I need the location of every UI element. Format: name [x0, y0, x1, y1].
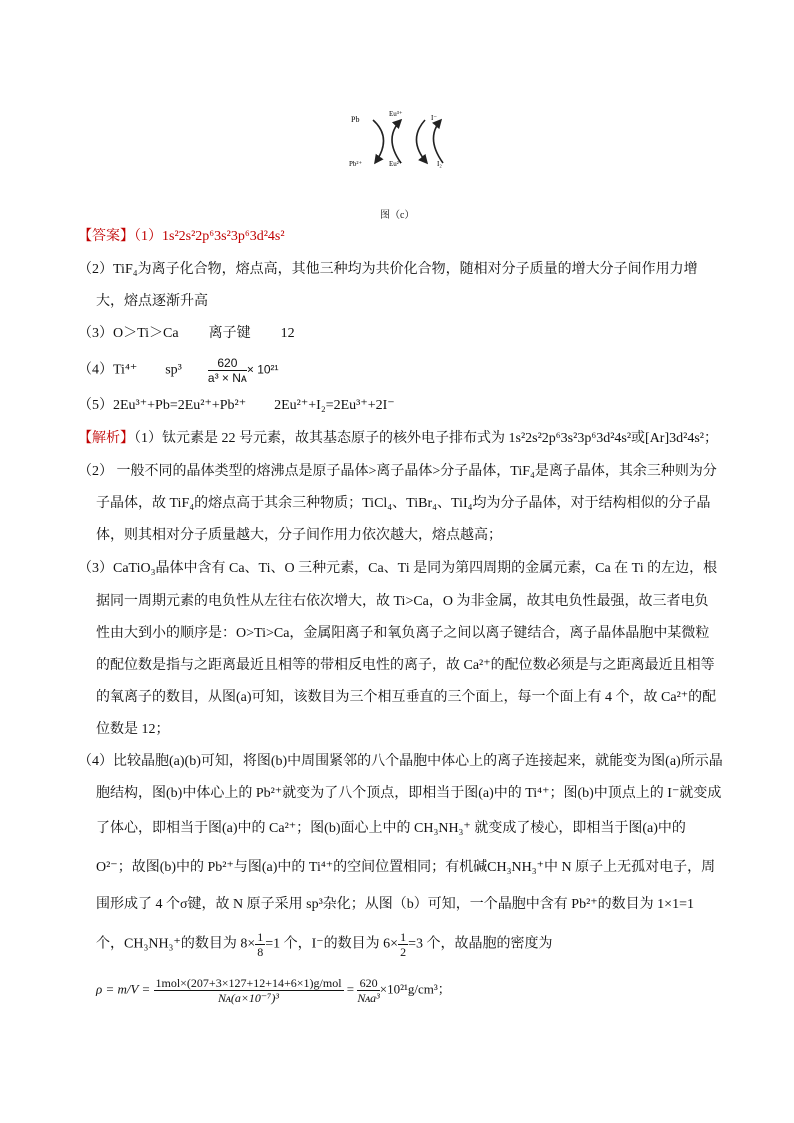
analysis-4-l4a: O²⁻；故图(b)中的 Pb²⁺与图(a)中的 Ti⁴⁺的空间位置相同；有机碱 [96, 860, 488, 875]
label-eu3: Eu³⁺ [389, 110, 403, 118]
density-num-1: 1mol×(207+3×127+12+14+6×1)g/mol [155, 976, 342, 990]
figure-caption: 图（c） [380, 210, 415, 221]
answer-5-eq2: 2Eu²⁺+I₂=2Eu³⁺+2I⁻ [274, 398, 395, 413]
cycle-arc-left-1 [373, 120, 384, 163]
analysis-4-l5: 围形成了 4 个σ键，故 N 原子采用 sp³杂化；从图（b）可知，一个晶胞中含有 Pb²⁺的数目为 1×1=1 [96, 897, 694, 912]
analysis-3-l4: 的配位数是指与之距离最近且相等的带相反电性的离子，故 Ca²⁺的配位数必须是与之距离最近且相等 [96, 658, 715, 673]
analysis-2-l1: （2） 一般不同的晶体类型的熔沸点是原子晶体>离子晶体>分子晶体，TiF₄是离子晶体，其余三种则为分 [78, 464, 717, 479]
analysis-1 [78, 429, 718, 449]
answer-4-fraction [208, 356, 247, 385]
analysis-3-l1: （3）CaTiO₃晶体中含有 Ca、Ti、O 三种元素，Ca、Ti 是同为第四周期的金属元素，Ca 在 Ti 的左边，根 [78, 561, 718, 576]
density-lhs: ρ = m/V = [96, 981, 151, 997]
density-num-2: 620 [357, 976, 379, 991]
analysis-4-l3b: 就变成了棱心，即相当于图(a)中的 [474, 821, 686, 836]
label-i2: I₂ [437, 160, 442, 168]
analysis-1-text: （1）钛元素是 22 号元素，故其基态原子的核外电子排布式为 1s²2s²2p⁶3s²3p⁶3d²4s²或[Ar]3d²4s²； [134, 431, 718, 446]
answer-3-prefix: （3） [78, 326, 113, 341]
analysis-tag: 【解析】 [78, 431, 134, 446]
answer-1 [78, 227, 285, 247]
cycle-arc-right-1 [416, 120, 427, 163]
answer-3-order: O＞Ti＞Ca [113, 326, 179, 341]
analysis-4-l4 [96, 858, 715, 878]
answer-4-hyb: sp³ [165, 362, 182, 378]
label-pb2: Pb²⁺ [349, 160, 363, 168]
analysis-3-l2: 据同一周期元素的电负性从左往右依次增大，故 Ti>Ca，O 为非金属，故其电负性最强，故三者电负 [96, 594, 709, 609]
analysis-4-l1: （4）比较晶胞(a)(b)可知，将图(b)中周围紧邻的八个晶胞中体心上的离子连接起来，就能变为图(a)所示晶 [78, 754, 723, 769]
analysis-3-l3: 性由大到小的顺序是：O>Ti>Ca，金属阳离子和氧负离子之间以离子键结合，离子晶体晶胞中某微粒 [96, 626, 710, 641]
answer-1-prefix: （1） [134, 229, 162, 244]
label-iminus: I⁻ [431, 114, 438, 122]
answer-5-eq1: 2Eu³⁺+Pb=2Eu²⁺+Pb²⁺ [113, 398, 247, 413]
label-eu2: Eu²⁺ [389, 160, 403, 168]
answer-5 [78, 396, 395, 416]
fraction-num: 1 [257, 930, 264, 944]
fraction-den: 8 [257, 945, 264, 959]
answer-tag: 【答案】 [78, 229, 134, 244]
fraction-one-half [398, 930, 408, 959]
density-tail: ×10²¹g/cm³； [379, 981, 451, 997]
density-den-1: Nᴀ(a×10⁻⁷)³ [218, 991, 280, 1005]
redox-cycle-figure [345, 108, 485, 178]
equals-sign: = [346, 981, 355, 997]
answer-2-line1 [78, 260, 698, 280]
analysis-4-l3a: 了体心，即相当于图(a)中的 Ca²⁺；图(b)面心上中的 [96, 821, 411, 836]
analysis-4-l6a: 个， [96, 936, 124, 952]
label-pb: Pb [351, 115, 360, 124]
fraction-num: 1 [400, 930, 407, 944]
ch3nh3-formula: CH₃NH₃⁺ [124, 936, 181, 952]
analysis-4-l4b: 中 N 原子上无孤对电子，周 [543, 860, 716, 875]
analysis-4-l6c: =1 个，I⁻的数目为 6× [265, 936, 399, 952]
density-fraction-1 [154, 976, 344, 1005]
analysis-4-l3 [96, 819, 686, 839]
cycle-arc-left-2 [392, 120, 401, 163]
answer-4-den: a³ × Nᴀ [207, 371, 247, 385]
analysis-4-l6 [96, 930, 552, 959]
answer-4-tail: × 10²¹ [246, 362, 279, 377]
density-den-2: Nᴀa³ [357, 991, 380, 1005]
analysis-4-l6b: 的数目为 8× [180, 936, 256, 952]
analysis-3-l5: 的氧离子的数目，从图(a)可知，该数目为三个相互垂直的三个面上，每一个面上有 4 个，故 Ca²⁺的配 [96, 690, 717, 705]
fraction-one-eighth [255, 930, 265, 959]
answer-2-line2: 大，熔点逐渐升高 [96, 294, 208, 309]
answer-4 [78, 356, 279, 385]
analysis-3-l6: 位数是 12； [96, 722, 170, 737]
ch3nh3-formula: CH₃NH₃⁺ [414, 821, 471, 836]
answer-5-prefix: （5） [78, 398, 113, 413]
analysis-2-l2: 子晶体，故 TiF₄的熔点高于其余三种物质；TiCl₄、TiBr₄、TiI₄均为分子晶体，对于结构相似的分子晶 [96, 496, 711, 511]
answer-2-text1: TiF₄为离子化合物，熔点高，其他三种均为共价化合物，随相对分子质量的增大分子间作用力增 [113, 262, 698, 277]
analysis-4-l2: 胞结构，图(b)中体心上的 Pb²⁺就变为了八个顶点，即相当于图(a)中的 Ti⁴⁺；图(b)中顶点上的 I⁻就变成 [96, 786, 722, 801]
density-formula [96, 976, 451, 1005]
answer-2-prefix: （2） [78, 262, 113, 277]
answer-3 [78, 324, 295, 344]
answer-1-text: 1s²2s²2p⁶3s²3p⁶3d²4s² [162, 229, 285, 244]
ch3nh3-formula: CH₃NH₃⁺ [487, 860, 544, 875]
analysis-4-l6d: =3 个，故晶胞的密度为 [408, 936, 553, 952]
answer-4-num: 620 [208, 356, 247, 371]
answer-3-bond: 离子键 [208, 326, 251, 341]
answer-4-prefix: （4） [78, 362, 113, 378]
answer-4-ion: Ti⁴⁺ [113, 362, 138, 378]
fraction-den: 2 [400, 945, 407, 959]
analysis-2-l3: 体，则其相对分子质量越大，分子间作用力依次越大，熔点越高； [96, 528, 502, 543]
cycle-arc-right-2 [433, 120, 443, 163]
density-fraction-2 [357, 976, 379, 1005]
answer-3-num: 12 [280, 326, 295, 341]
